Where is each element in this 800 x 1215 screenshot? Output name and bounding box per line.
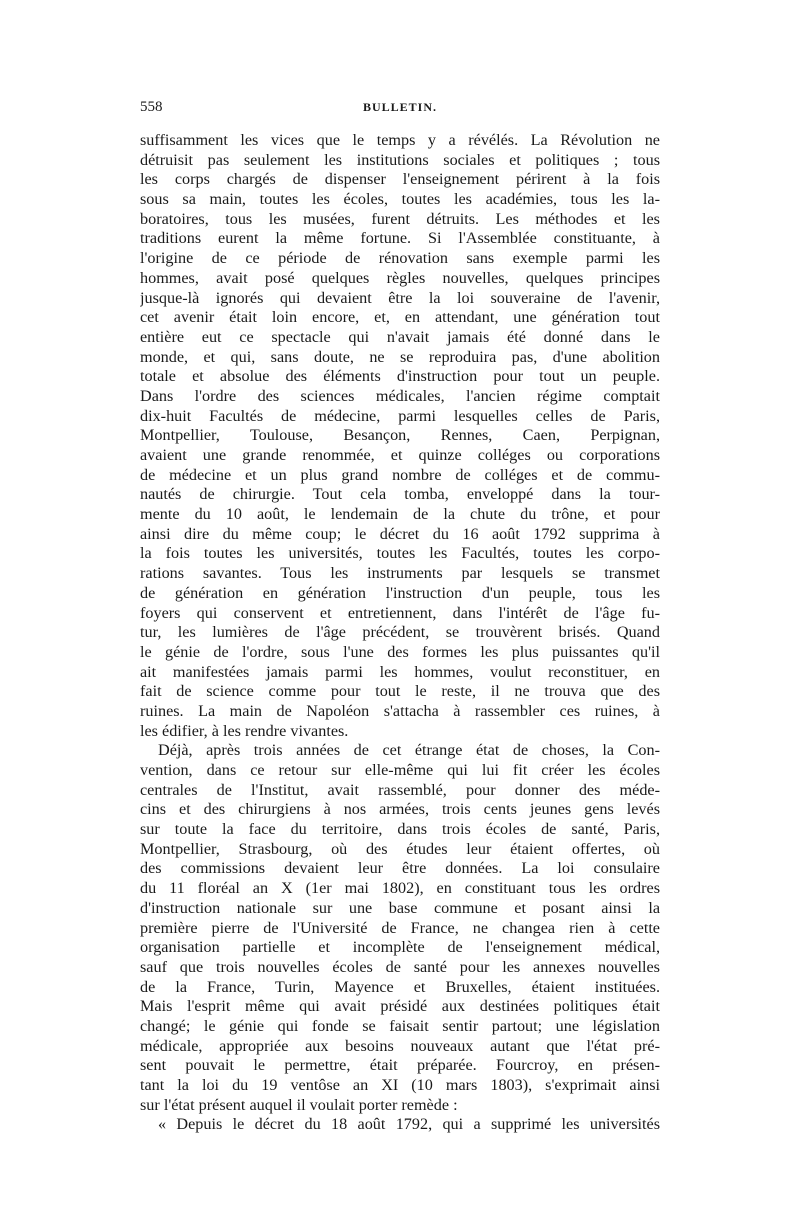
text-line: organisation partielle et incomplète de l'enseignement médical, — [140, 938, 660, 957]
text-line: cet avenir était loin encore, et, en attendant, une génération tout — [140, 308, 660, 327]
text-line: dix-huit Facultés de médecine, parmi lesquelles celles de Paris, — [140, 406, 660, 425]
text-line: le génie de l'ordre, sous l'une des formes les plus puissantes qu'il — [140, 642, 660, 661]
text-line: sous sa main, toutes les écoles, toutes les académies, tous les la- — [140, 190, 660, 209]
text-line: nautés de chirurgie. Tout cela tomba, enveloppé dans la tour- — [140, 485, 660, 504]
text-line: Mais l'esprit même qui avait présidé aux destinées politiques était — [140, 997, 660, 1016]
quotation-start-line: « Depuis le décret du 18 août 1792, qui a supprimé les universités — [158, 1115, 660, 1134]
text-line: la fois toutes les universités, toutes les Facultés, toutes les corpo- — [140, 544, 660, 563]
text-line: du 11 floréal an X (1er mai 1802), en constituant tous les ordres — [140, 879, 660, 898]
text-line: Dans l'ordre des sciences médicales, l'ancien régime comptait — [140, 386, 660, 405]
text-line: jusque-là ignorés qui devaient être la loi souveraine de l'avenir, — [140, 288, 660, 307]
text-line: ruines. La main de Napoléon s'attacha à rassembler ces ruines, à — [140, 701, 660, 720]
text-line: foyers qui conservent et entretiennent, dans l'intérêt de l'âge fu- — [140, 603, 660, 622]
text-line: vention, dans ce retour sur elle-même qui lui fit créer les écoles — [140, 761, 660, 779]
text-line: cins et des chirurgiens à nos armées, trois cents jeunes gens levés — [140, 800, 660, 819]
paragraph-start-line: Déjà, après trois années de cet étrange état de choses, la Con- — [158, 741, 660, 760]
page-number: 558 — [140, 99, 163, 115]
text-line: traditions eurent la même fortune. Si l'Assemblée constituante, à — [140, 229, 660, 248]
text-line: avaient une grande renommée, et quinze colléges ou corporations — [140, 446, 660, 464]
running-head: BULLETIN. — [362, 100, 438, 114]
text-line: détruisit pas seulement les institutions sociales et politiques ; tous — [140, 150, 660, 169]
text-line: Montpellier, Toulouse, Besançon, Rennes, Caen, Perpignan, — [140, 426, 660, 445]
text-line: hommes, avait posé quelques règles nouvelles, quelques principes — [140, 268, 660, 287]
text-line: entière eut ce spectacle qui n'avait jamais été donné dans le — [140, 327, 660, 346]
text-line: sent pouvait le permettre, était préparée. Fourcroy, en présen- — [140, 1056, 660, 1075]
text-line: totale et absolue des éléments d'instruction pour tout un peuple. — [140, 367, 660, 386]
text-line: première pierre de l'Université de France, ne changea rien à cette — [140, 918, 660, 937]
text-line: rations savantes. Tous les instruments par lesquels se transmet — [140, 564, 660, 583]
text-line: mente du 10 août, le lendemain de la chute du trône, et pour — [140, 505, 660, 524]
text-line: sauf que trois nouvelles écoles de santé pour les annexes nouvelles — [140, 957, 660, 976]
text-line: de génération en génération l'instruction d'un peuple, tous les — [140, 583, 660, 602]
text-line: médicale, appropriée aux besoins nouveaux autant que l'état pré- — [140, 1036, 660, 1055]
text-line: d'instruction nationale sur une base commune et posant ainsi la — [140, 898, 660, 917]
text-line: l'origine de ce période de rénovation sans exemple parmi les — [140, 249, 660, 268]
text-line: fait de science comme pour tout le reste, il ne trouva que des — [140, 682, 660, 701]
text-line: centrales de l'Institut, avait rassemblé, pour donner des méde- — [140, 780, 660, 799]
text-line: tur, les lumières de l'âge précédent, se trouvèrent brisés. Quand — [140, 623, 660, 642]
text-line: des commissions devaient leur être données. La loi consulaire — [140, 859, 660, 878]
text-line: Montpellier, Strasbourg, où des études leur étaient offertes, où — [140, 839, 660, 858]
text-line: ait manifestées jamais parmi les hommes, voulut reconstituer, en — [140, 662, 660, 681]
text-line: boratoires, tous les musées, furent détruits. Les méthodes et les — [140, 209, 660, 228]
text-line: monde, et qui, sans doute, ne se reproduira pas, d'une abolition — [140, 347, 660, 366]
text-line: ainsi dire du même coup; le décret du 16 août 1792 supprima à — [140, 524, 660, 543]
text-line: tant la loi du 19 ventôse an XI (10 mars 1803), s'exprimait ainsi — [140, 1076, 660, 1094]
text-line: suffisamment les vices que le temps y a révélés. La Révolution ne — [140, 131, 660, 149]
body-text — [140, 131, 660, 1135]
text-line: de médecine et un plus grand nombre de colléges et de commu- — [140, 465, 660, 484]
text-line: changé; le génie qui fonde se faisait sentir partout; une législation — [140, 1016, 660, 1035]
page-header — [140, 99, 660, 119]
paragraph-end-line: sur l'état présent auquel il voulait porter remède : — [140, 1095, 458, 1114]
text-line: de la France, Turin, Mayence et Bruxelles, étaient instituées. — [140, 977, 660, 996]
text-line: sur toute la face du territoire, dans trois écoles de santé, Paris, — [140, 820, 660, 839]
text-line: les corps chargés de dispenser l'enseignement périrent à la fois — [140, 170, 660, 189]
paragraph-end-line: les édifier, à les rendre vivantes. — [140, 721, 349, 740]
